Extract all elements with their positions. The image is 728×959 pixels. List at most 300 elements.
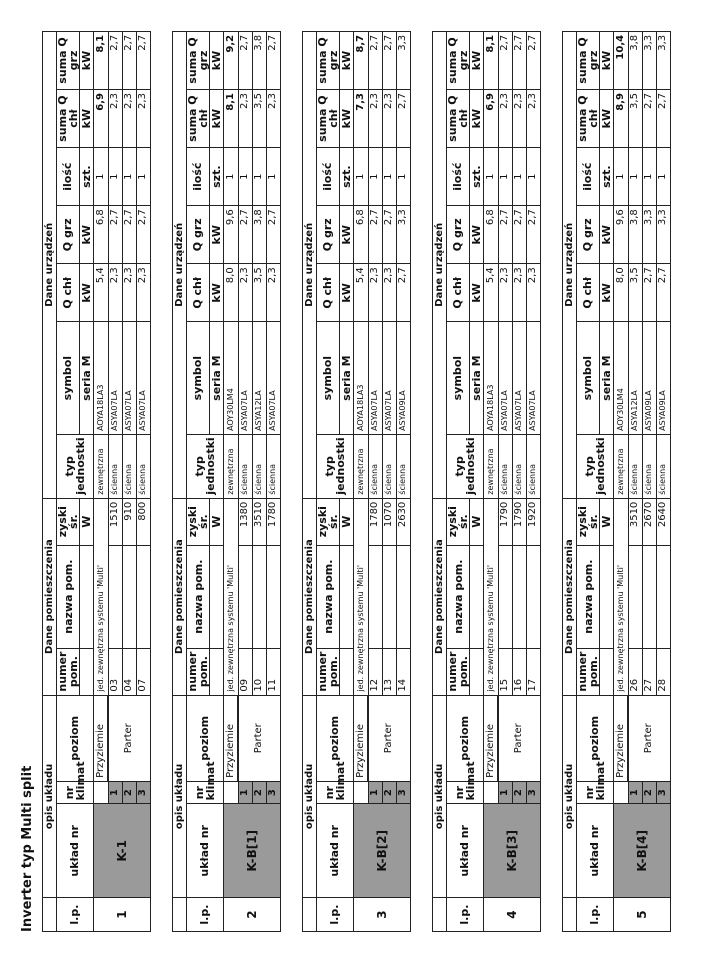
indoor-symbol: ASYA07LA xyxy=(108,322,122,435)
unit-blank-nazwa xyxy=(470,545,484,648)
outdoor-symbol: AOYA18LA3 xyxy=(94,322,109,435)
indoor-typ: ścienna xyxy=(266,434,280,498)
indoor-ilosc: 1 xyxy=(238,148,252,206)
col-header-numer: numer pom. xyxy=(577,648,600,695)
indoor-numer: 27 xyxy=(642,648,656,695)
group-header-opis: opis układu xyxy=(173,695,187,898)
outdoor-qty: 1 xyxy=(94,148,109,206)
indoor-zyski: 1780 xyxy=(368,498,382,545)
indoor-ilosc: 1 xyxy=(642,148,656,206)
indoor-nazwa xyxy=(526,545,540,648)
col-header-symbol: symbol xyxy=(187,322,210,435)
indoor-sum-grz: 2,7 xyxy=(122,31,136,89)
outdoor-klimat-blank xyxy=(94,781,109,804)
indoor-typ: ścienna xyxy=(122,434,136,498)
indoor-ilosc: 1 xyxy=(512,148,526,206)
col-header-typ: typ jednostki xyxy=(187,434,224,498)
blank-corner xyxy=(433,898,447,932)
outdoor-klimat-blank xyxy=(484,781,499,804)
indoor-sum-grz: 2,7 xyxy=(108,31,122,89)
col-header-lp: l.p. xyxy=(577,898,614,932)
indoor-sum-grz: 2,7 xyxy=(498,31,512,89)
indoor-qchl: 2,7 xyxy=(642,264,656,322)
indoor-symbol: ASYA12LA xyxy=(252,322,266,435)
unit-seria: seria M xyxy=(600,322,614,435)
outdoor-qty: 1 xyxy=(484,148,499,206)
system-lp: 5 xyxy=(614,898,671,932)
group-header-pomieszczenia: Dane pomieszczenia xyxy=(303,498,317,695)
col-header-qchl: Q chł xyxy=(57,264,80,322)
outdoor-sum-grz: 8,1 xyxy=(484,31,499,89)
blank-corner xyxy=(303,898,317,932)
col-header-qchl: Q chł xyxy=(447,264,470,322)
indoor-numer: 14 xyxy=(396,648,410,695)
indoor-nazwa xyxy=(382,545,396,648)
indoor-typ: ścienna xyxy=(512,434,526,498)
indoor-ilosc: 1 xyxy=(252,148,266,206)
outdoor-level: Przyziemie xyxy=(614,695,629,781)
indoor-typ: ścienna xyxy=(656,434,670,498)
indoor-qgrz: 3,8 xyxy=(252,206,266,264)
indoor-zyski: 1380 xyxy=(238,498,252,545)
col-header-sumachl: suma Q chł xyxy=(187,90,210,148)
indoor-ilosc: 1 xyxy=(368,148,382,206)
indoor-sum-grz: 2,7 xyxy=(136,31,150,89)
indoor-symbol: ASYA07LA xyxy=(382,322,396,435)
indoor-numer: 15 xyxy=(498,648,512,695)
indoor-numer: 03 xyxy=(108,648,122,695)
unit-kw-sumagrz: kW xyxy=(340,31,354,89)
indoor-sum-chl: 2,3 xyxy=(108,90,122,148)
indoor-sum-chl: 2,3 xyxy=(382,90,396,148)
outdoor-qgrz: 9,6 xyxy=(224,206,239,264)
unit-kw-qchl: kW xyxy=(470,264,484,322)
outdoor-klimat-blank xyxy=(224,781,239,804)
indoor-symbol: ASYA09LA xyxy=(656,322,670,435)
unit-w: W xyxy=(80,498,94,545)
indoor-sum-chl: 2,3 xyxy=(136,90,150,148)
outdoor-desc: jed. zewnętrzna systemu 'Multi' xyxy=(614,498,629,695)
unit-seria: seria M xyxy=(210,322,224,435)
indoor-symbol: ASYA07LA xyxy=(238,322,252,435)
indoor-ilosc: 1 xyxy=(136,148,150,206)
col-header-numer: numer pom. xyxy=(57,648,80,695)
col-header-uklad: układ nr xyxy=(447,804,484,898)
unit-kw-qchl: kW xyxy=(340,264,354,322)
indoor-nazwa xyxy=(238,545,252,648)
unit-szt: szt. xyxy=(600,148,614,206)
indoor-sum-chl: 3,5 xyxy=(252,90,266,148)
outdoor-sum-chl: 8,9 xyxy=(614,90,629,148)
indoor-symbol: ASYA07LA xyxy=(266,322,280,435)
system-block-1 xyxy=(42,32,151,932)
indoor-sum-chl: 2,3 xyxy=(122,90,136,148)
indoor-klimat: 3 xyxy=(136,781,150,804)
indoor-qchl: 2,3 xyxy=(238,264,252,322)
group-header-opis: opis układu xyxy=(433,695,447,898)
indoor-ilosc: 1 xyxy=(266,148,280,206)
col-header-poziom: poziom xyxy=(577,695,614,781)
indoor-sum-grz: 2,7 xyxy=(266,31,280,89)
indoor-nazwa xyxy=(642,545,656,648)
unit-blank-numer xyxy=(210,648,224,695)
indoor-qchl: 2,3 xyxy=(136,264,150,322)
indoor-symbol: ASYA09LA xyxy=(396,322,410,435)
col-header-typ: typ jednostki xyxy=(577,434,614,498)
indoor-klimat: 1 xyxy=(628,781,642,804)
outdoor-level: Przyziemie xyxy=(224,695,239,781)
indoor-qgrz: 2,7 xyxy=(368,206,382,264)
col-header-sumagrz: suma Q grz xyxy=(57,31,80,89)
col-header-klimat: nr klimat xyxy=(187,781,224,804)
indoor-level: Parter xyxy=(498,695,540,781)
outdoor-qchl: 5,4 xyxy=(484,264,499,322)
col-header-nazwa: nazwa pom. xyxy=(447,545,470,648)
indoor-typ: ścienna xyxy=(642,434,656,498)
indoor-qchl: 2,3 xyxy=(498,264,512,322)
unit-seria: seria M xyxy=(80,322,94,435)
indoor-sum-grz: 2,7 xyxy=(368,31,382,89)
indoor-ilosc: 1 xyxy=(122,148,136,206)
col-header-lp: l.p. xyxy=(57,898,94,932)
indoor-nazwa xyxy=(108,545,122,648)
indoor-sum-grz: 2,7 xyxy=(382,31,396,89)
outdoor-qty: 1 xyxy=(224,148,239,206)
col-header-sumachl: suma Q chł xyxy=(577,90,600,148)
indoor-qchl: 2,3 xyxy=(108,264,122,322)
col-header-zyski: zyski śr. xyxy=(577,498,600,545)
system-table xyxy=(42,31,151,932)
col-header-sumachl: suma Q chł xyxy=(57,90,80,148)
indoor-qchl: 2,7 xyxy=(396,264,410,322)
group-header-pomieszczenia: Dane pomieszczenia xyxy=(433,498,447,695)
indoor-qgrz: 2,7 xyxy=(382,206,396,264)
indoor-symbol: ASYA07LA xyxy=(136,322,150,435)
system-lp: 2 xyxy=(224,898,281,932)
col-header-klimat: nr klimat xyxy=(577,781,614,804)
outdoor-klimat-blank xyxy=(354,781,369,804)
col-header-symbol: symbol xyxy=(57,322,80,435)
indoor-klimat: 2 xyxy=(122,781,136,804)
blank-corner xyxy=(173,898,187,932)
indoor-symbol: ASYA07LA xyxy=(526,322,540,435)
indoor-sum-chl: 2,3 xyxy=(498,90,512,148)
unit-seria: seria M xyxy=(340,322,354,435)
col-header-sumachl: suma Q chł xyxy=(447,90,470,148)
indoor-typ: ścienna xyxy=(252,434,266,498)
unit-seria: seria M xyxy=(470,322,484,435)
indoor-symbol: ASYA07LA xyxy=(122,322,136,435)
indoor-qgrz: 3,8 xyxy=(628,206,642,264)
indoor-qchl: 2,3 xyxy=(122,264,136,322)
indoor-qgrz: 2,7 xyxy=(108,206,122,264)
unit-blank-nazwa xyxy=(600,545,614,648)
col-header-qgrz: Q grz xyxy=(57,206,80,264)
indoor-qgrz: 2,7 xyxy=(136,206,150,264)
indoor-level: Parter xyxy=(628,695,670,781)
unit-kw-qgrz: kW xyxy=(600,206,614,264)
indoor-symbol: ASYA07LA xyxy=(368,322,382,435)
outdoor-qty: 1 xyxy=(614,148,629,206)
indoor-qchl: 3,5 xyxy=(252,264,266,322)
col-header-sumachl: suma Q chł xyxy=(317,90,340,148)
col-header-zyski: zyski śr. xyxy=(317,498,340,545)
outdoor-sum-chl: 6,9 xyxy=(484,90,499,148)
unit-blank-numer xyxy=(470,648,484,695)
blank-corner xyxy=(563,898,577,932)
indoor-sum-grz: 3,8 xyxy=(628,31,642,89)
indoor-sum-grz: 2,7 xyxy=(238,31,252,89)
outdoor-type: zewnętrzna xyxy=(224,434,239,498)
system-table xyxy=(432,31,541,932)
indoor-nazwa xyxy=(628,545,642,648)
indoor-numer: 26 xyxy=(628,648,642,695)
indoor-klimat: 2 xyxy=(642,781,656,804)
col-header-qchl: Q chł xyxy=(187,264,210,322)
outdoor-desc: jed. zewnętrzna systemu 'Multi' xyxy=(94,498,109,695)
system-lp: 3 xyxy=(354,898,411,932)
outdoor-type: zewnętrzna xyxy=(354,434,369,498)
unit-szt: szt. xyxy=(80,148,94,206)
indoor-typ: ścienna xyxy=(628,434,642,498)
col-header-klimat: nr klimat xyxy=(447,781,484,804)
outdoor-desc: jed. zewnętrzna systemu 'Multi' xyxy=(484,498,499,695)
system-lp: 4 xyxy=(484,898,541,932)
unit-szt: szt. xyxy=(210,148,224,206)
indoor-sum-grz: 3,3 xyxy=(656,31,670,89)
indoor-typ: ścienna xyxy=(382,434,396,498)
system-uklad: K-B[4] xyxy=(614,804,671,898)
indoor-numer: 10 xyxy=(252,648,266,695)
indoor-qchl: 3,5 xyxy=(628,264,642,322)
col-header-uklad: układ nr xyxy=(187,804,224,898)
unit-kw-sumagrz: kW xyxy=(210,31,224,89)
col-header-klimat: nr klimat xyxy=(317,781,354,804)
col-header-ilosc: ilość xyxy=(317,148,340,206)
col-header-uklad: układ nr xyxy=(317,804,354,898)
system-lp: 1 xyxy=(94,898,151,932)
outdoor-level: Przyziemie xyxy=(484,695,499,781)
indoor-klimat: 2 xyxy=(512,781,526,804)
unit-blank-numer xyxy=(80,648,94,695)
unit-blank-nazwa xyxy=(210,545,224,648)
indoor-ilosc: 1 xyxy=(628,148,642,206)
outdoor-klimat-blank xyxy=(614,781,629,804)
indoor-level: Parter xyxy=(238,695,280,781)
indoor-numer: 17 xyxy=(526,648,540,695)
indoor-nazwa xyxy=(252,545,266,648)
indoor-sum-chl: 2,3 xyxy=(368,90,382,148)
unit-blank-numer xyxy=(340,648,354,695)
unit-kw-qgrz: kW xyxy=(210,206,224,264)
indoor-level: Parter xyxy=(368,695,410,781)
group-header-urzadzen: Dane urządzeń xyxy=(433,31,447,498)
indoor-typ: ścienna xyxy=(396,434,410,498)
col-header-klimat: nr klimat xyxy=(57,781,94,804)
col-header-sumagrz: suma Q grz xyxy=(187,31,210,89)
col-header-typ: typ jednostki xyxy=(57,434,94,498)
outdoor-desc: jed. zewnętrzna systemu 'Multi' xyxy=(224,498,239,695)
outdoor-qgrz: 6,8 xyxy=(484,206,499,264)
col-header-qchl: Q chł xyxy=(577,264,600,322)
unit-w: W xyxy=(340,498,354,545)
indoor-qgrz: 2,7 xyxy=(526,206,540,264)
indoor-typ: ścienna xyxy=(238,434,252,498)
indoor-klimat: 3 xyxy=(396,781,410,804)
unit-kw-qchl: kW xyxy=(600,264,614,322)
unit-kw-sumachl: kW xyxy=(80,90,94,148)
indoor-sum-grz: 3,3 xyxy=(642,31,656,89)
indoor-klimat: 1 xyxy=(368,781,382,804)
unit-blank-nazwa xyxy=(340,545,354,648)
rotated-document-page xyxy=(20,20,710,940)
col-header-sumagrz: suma Q grz xyxy=(317,31,340,89)
outdoor-symbol: AOYA18LA3 xyxy=(354,322,369,435)
indoor-qchl: 2,3 xyxy=(512,264,526,322)
unit-kw-sumachl: kW xyxy=(210,90,224,148)
outdoor-type: zewnętrzna xyxy=(614,434,629,498)
indoor-sum-chl: 2,3 xyxy=(512,90,526,148)
indoor-nazwa xyxy=(266,545,280,648)
outdoor-sum-grz: 9,2 xyxy=(224,31,239,89)
unit-blank-numer xyxy=(600,648,614,695)
col-header-qgrz: Q grz xyxy=(187,206,210,264)
col-header-ilosc: ilość xyxy=(447,148,470,206)
outdoor-symbol: AOYA18LA3 xyxy=(484,322,499,435)
unit-kw-sumachl: kW xyxy=(600,90,614,148)
unit-w: W xyxy=(210,498,224,545)
system-table xyxy=(172,31,281,932)
indoor-zyski: 1920 xyxy=(526,498,540,545)
col-header-nazwa: nazwa pom. xyxy=(317,545,340,648)
outdoor-sum-chl: 6,9 xyxy=(94,90,109,148)
indoor-qgrz: 3,3 xyxy=(656,206,670,264)
indoor-qchl: 2,3 xyxy=(266,264,280,322)
indoor-qgrz: 2,7 xyxy=(512,206,526,264)
col-header-uklad: układ nr xyxy=(577,804,614,898)
indoor-numer: 13 xyxy=(382,648,396,695)
indoor-symbol: ASYA12LA xyxy=(628,322,642,435)
outdoor-level: Przyziemie xyxy=(354,695,369,781)
indoor-zyski: 2640 xyxy=(656,498,670,545)
indoor-sum-chl: 2,7 xyxy=(396,90,410,148)
indoor-sum-chl: 2,3 xyxy=(238,90,252,148)
outdoor-qchl: 5,4 xyxy=(354,264,369,322)
indoor-zyski: 1070 xyxy=(382,498,396,545)
col-header-ilosc: ilość xyxy=(577,148,600,206)
outdoor-level: Przyziemie xyxy=(94,695,109,781)
indoor-numer: 04 xyxy=(122,648,136,695)
indoor-numer: 11 xyxy=(266,648,280,695)
unit-kw-qgrz: kW xyxy=(470,206,484,264)
outdoor-type: zewnętrzna xyxy=(484,434,499,498)
indoor-numer: 28 xyxy=(656,648,670,695)
indoor-klimat: 1 xyxy=(498,781,512,804)
unit-kw-sumagrz: kW xyxy=(600,31,614,89)
indoor-sum-chl: 2,3 xyxy=(526,90,540,148)
outdoor-desc: jed. zewnętrzna systemu 'Multi' xyxy=(354,498,369,695)
col-header-numer: numer pom. xyxy=(317,648,340,695)
col-header-symbol: symbol xyxy=(317,322,340,435)
col-header-symbol: symbol xyxy=(577,322,600,435)
col-header-zyski: zyski śr. xyxy=(57,498,80,545)
indoor-zyski: 2630 xyxy=(396,498,410,545)
indoor-klimat: 3 xyxy=(656,781,670,804)
indoor-zyski: 1510 xyxy=(108,498,122,545)
unit-kw-qgrz: kW xyxy=(340,206,354,264)
system-uklad: K-1 xyxy=(94,804,151,898)
outdoor-qty: 1 xyxy=(354,148,369,206)
col-header-qgrz: Q grz xyxy=(317,206,340,264)
indoor-numer: 09 xyxy=(238,648,252,695)
outdoor-qchl: 5,4 xyxy=(94,264,109,322)
col-header-nazwa: nazwa pom. xyxy=(577,545,600,648)
outdoor-qgrz: 6,8 xyxy=(354,206,369,264)
indoor-sum-chl: 2,7 xyxy=(642,90,656,148)
indoor-sum-grz: 3,3 xyxy=(396,31,410,89)
group-header-opis: opis układu xyxy=(43,695,57,898)
indoor-symbol: ASYA07LA xyxy=(498,322,512,435)
indoor-qgrz: 2,7 xyxy=(498,206,512,264)
col-header-numer: numer pom. xyxy=(187,648,210,695)
unit-szt: szt. xyxy=(470,148,484,206)
col-header-numer: numer pom. xyxy=(447,648,470,695)
indoor-typ: ścienna xyxy=(526,434,540,498)
outdoor-qchl: 8,0 xyxy=(614,264,629,322)
indoor-nazwa xyxy=(498,545,512,648)
indoor-zyski: 2670 xyxy=(642,498,656,545)
col-header-poziom: poziom xyxy=(57,695,94,781)
indoor-qgrz: 3,3 xyxy=(642,206,656,264)
col-header-qgrz: Q grz xyxy=(577,206,600,264)
indoor-numer: 16 xyxy=(512,648,526,695)
indoor-zyski: 3510 xyxy=(252,498,266,545)
system-table xyxy=(302,31,411,932)
unit-kw-sumachl: kW xyxy=(470,90,484,148)
group-header-pomieszczenia: Dane pomieszczenia xyxy=(563,498,577,695)
group-header-opis: opis układu xyxy=(563,695,577,898)
blank-corner xyxy=(43,898,57,932)
indoor-qgrz: 2,7 xyxy=(122,206,136,264)
system-uklad: K-B[2] xyxy=(354,804,411,898)
group-header-opis: opis układu xyxy=(303,695,317,898)
group-header-urzadzen: Dane urządzeń xyxy=(173,31,187,498)
col-header-poziom: poziom xyxy=(447,695,484,781)
unit-kw-qchl: kW xyxy=(210,264,224,322)
col-header-ilosc: ilość xyxy=(57,148,80,206)
col-header-zyski: zyski śr. xyxy=(447,498,470,545)
indoor-ilosc: 1 xyxy=(108,148,122,206)
system-table xyxy=(562,31,671,932)
indoor-ilosc: 1 xyxy=(498,148,512,206)
col-header-typ: typ jednostki xyxy=(447,434,484,498)
indoor-typ: ścienna xyxy=(108,434,122,498)
col-header-sumagrz: suma Q grz xyxy=(577,31,600,89)
indoor-typ: ścienna xyxy=(498,434,512,498)
col-header-lp: l.p. xyxy=(187,898,224,932)
indoor-typ: ścienna xyxy=(368,434,382,498)
indoor-level: Parter xyxy=(108,695,150,781)
unit-kw-sumagrz: kW xyxy=(470,31,484,89)
col-header-symbol: symbol xyxy=(447,322,470,435)
outdoor-sum-grz: 10,4 xyxy=(614,31,629,89)
indoor-sum-chl: 3,5 xyxy=(628,90,642,148)
indoor-zyski: 1790 xyxy=(498,498,512,545)
indoor-qchl: 2,7 xyxy=(656,264,670,322)
outdoor-qgrz: 9,6 xyxy=(614,206,629,264)
system-block-5 xyxy=(562,32,671,932)
col-header-ilosc: ilość xyxy=(187,148,210,206)
